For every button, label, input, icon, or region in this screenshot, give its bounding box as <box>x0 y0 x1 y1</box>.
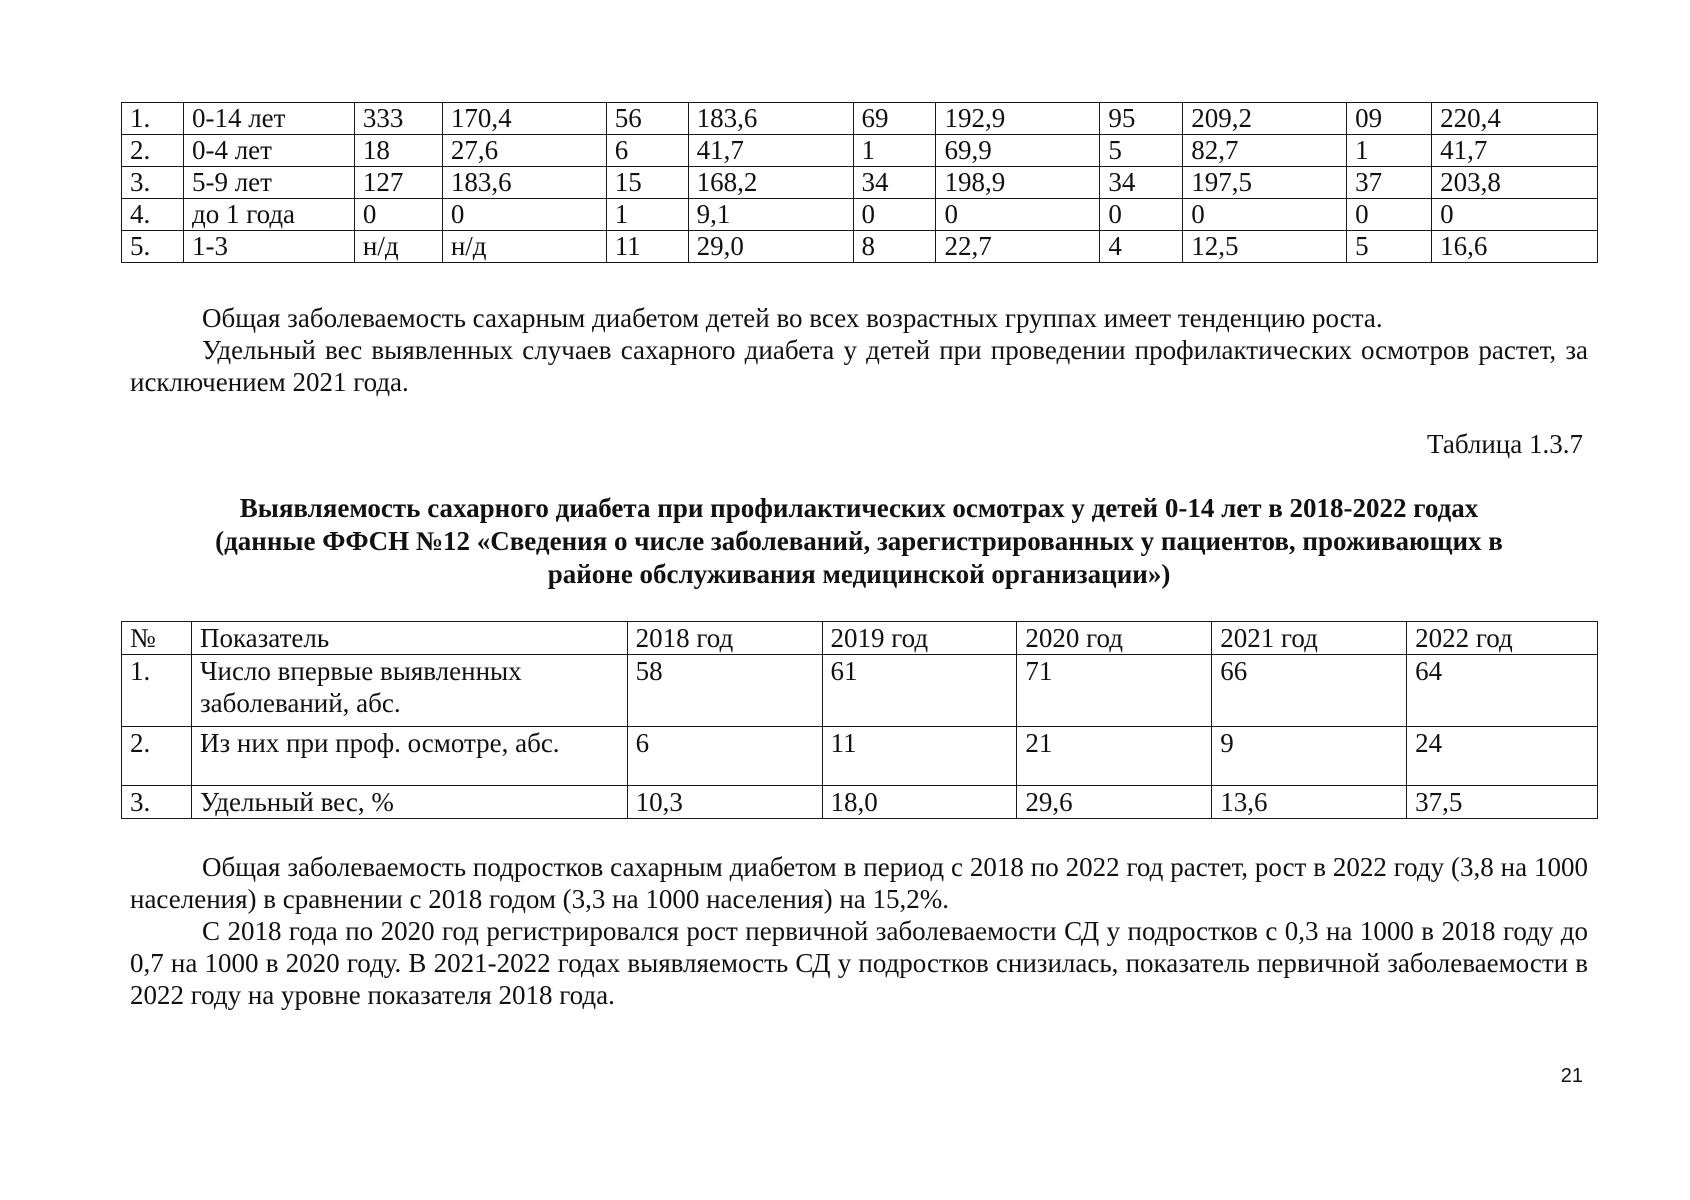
table-cell: 71 <box>1017 655 1212 727</box>
table-cell: 82,7 <box>1183 135 1347 167</box>
table-cell: 1 <box>853 135 936 167</box>
table-cell: 15 <box>606 167 688 199</box>
table-row <box>122 135 1598 167</box>
column-header: 2020 год <box>1017 622 1212 655</box>
heading-line: Выявляемость сахарного диабета при профилактических осмотрах у детей 0-14 лет в 2018-2022 годах <box>239 493 1479 523</box>
table-cell: 0 <box>936 199 1100 231</box>
table-cell: 2. <box>122 135 184 167</box>
table-cell: 5 <box>1100 135 1183 167</box>
table-cell: 0-14 лет <box>183 103 354 135</box>
table-cell: 18 <box>354 135 442 167</box>
table-cell: Из них при проф. осмотре, абс. <box>191 727 627 786</box>
table-row <box>122 231 1598 263</box>
table-row <box>122 103 1598 135</box>
paragraph-text: С 2018 года по 2020 год регистрировался рост первичной заболеваемости СД у подростков с 0,3 на 1000 в 2018 году до 0,7 на 1000 в 2020 году. В 2021-2022 годах выявляемость СД у подростков снизилась, показатель первичной заболеваемости в 2022 году на уровне показателя 2018 года. <box>130 916 1588 1010</box>
table-cell: 18,0 <box>822 786 1017 819</box>
table-cell: 198,9 <box>936 167 1100 199</box>
age-group-table <box>121 102 1598 263</box>
table-cell: 183,6 <box>442 167 606 199</box>
table-cell: 69,9 <box>936 135 1100 167</box>
table-cell: 1 <box>606 199 688 231</box>
heading-line: районе обслуживания медицинской организации») <box>547 559 1171 589</box>
table-cell: 21 <box>1017 727 1212 786</box>
detection-table-body <box>122 655 1598 819</box>
table-cell: 3. <box>122 786 192 819</box>
table-cell: 24 <box>1407 727 1598 786</box>
table-cell: 209,2 <box>1183 103 1347 135</box>
paragraph-total-incidence <box>130 302 1588 334</box>
table-cell: 4 <box>1100 231 1183 263</box>
table-cell: 22,7 <box>936 231 1100 263</box>
table-row <box>122 167 1598 199</box>
paragraph-text: Общая заболеваемость подростков сахарным диабетом в период с 2018 по 2022 год растет, рост в 2022 году (3,8 на 1000 населения) в сравнении с 2018 годом (3,3 на 1000 населения) на 15,2%. <box>130 852 1588 914</box>
table-row <box>122 199 1598 231</box>
table-caption: Таблица 1.3.7 <box>1427 429 1583 459</box>
table-cell: до 1 года <box>183 199 354 231</box>
table-cell: 41,7 <box>688 135 853 167</box>
table-cell: 09 <box>1347 103 1432 135</box>
table-cell: 11 <box>822 727 1017 786</box>
table-cell: 170,4 <box>442 103 606 135</box>
table-cell: 34 <box>1100 167 1183 199</box>
table-cell: 0 <box>354 199 442 231</box>
table-cell: 16,6 <box>1432 231 1598 263</box>
table-cell: 3. <box>122 167 184 199</box>
paragraph-share-detected <box>130 334 1588 398</box>
table-row <box>122 655 1598 727</box>
table-cell: 1-3 <box>183 231 354 263</box>
table-cell: 0 <box>1183 199 1347 231</box>
table-cell: 0 <box>1432 199 1598 231</box>
table-cell: 6 <box>606 135 688 167</box>
table-cell: 37,5 <box>1407 786 1598 819</box>
table-cell: 0-4 лет <box>183 135 354 167</box>
table-cell: 27,6 <box>442 135 606 167</box>
table-cell: н/д <box>354 231 442 263</box>
table-cell: Удельный вес, % <box>191 786 627 819</box>
table-cell: 66 <box>1212 655 1407 727</box>
table-cell: 0 <box>1347 199 1432 231</box>
column-header: 2018 год <box>627 622 822 655</box>
table-heading <box>130 492 1588 591</box>
table-cell: 12,5 <box>1183 231 1347 263</box>
table-cell: 5-9 лет <box>183 167 354 199</box>
heading-line: (данные ФФСН №12 «Сведения о числе заболеваний, зарегистрированных у пациентов, проживающих в <box>215 526 1503 556</box>
table-cell: 0 <box>1100 199 1183 231</box>
table-cell: 127 <box>354 167 442 199</box>
table-cell: 69 <box>853 103 936 135</box>
table-cell: 37 <box>1347 167 1432 199</box>
table-cell: 95 <box>1100 103 1183 135</box>
table-cell: 4. <box>122 199 184 231</box>
paragraph-text: Общая заболеваемость сахарным диабетом детей во всех возрастных группах имеет тенденцию роста. <box>202 303 1383 333</box>
table-cell: 168,2 <box>688 167 853 199</box>
table-cell: 333 <box>354 103 442 135</box>
age-group-table-body <box>122 103 1598 263</box>
table-cell: н/д <box>442 231 606 263</box>
table-cell: 203,8 <box>1432 167 1598 199</box>
page-number: 21 <box>1560 1065 1583 1087</box>
table-cell: 5 <box>1347 231 1432 263</box>
table-cell: 64 <box>1407 655 1598 727</box>
table-cell: 10,3 <box>627 786 822 819</box>
table-cell: 56 <box>606 103 688 135</box>
table-cell: 2. <box>122 727 192 786</box>
table-cell: 61 <box>822 655 1017 727</box>
table-cell: 41,7 <box>1432 135 1598 167</box>
column-header: № <box>122 622 192 655</box>
table-cell: 220,4 <box>1432 103 1598 135</box>
table-cell: 1 <box>1347 135 1432 167</box>
table-cell: 11 <box>606 231 688 263</box>
table-cell: 5. <box>122 231 184 263</box>
table-cell: 0 <box>442 199 606 231</box>
table-cell: Число впервые выявленных заболеваний, абс. <box>191 655 627 727</box>
column-header: 2019 год <box>822 622 1017 655</box>
table-row <box>122 727 1598 786</box>
table-cell: 183,6 <box>688 103 853 135</box>
table-cell: 29,6 <box>1017 786 1212 819</box>
table-cell: 13,6 <box>1212 786 1407 819</box>
detection-table <box>121 621 1598 819</box>
table-row <box>122 786 1598 819</box>
column-header: 2022 год <box>1407 622 1598 655</box>
table-cell: 0 <box>853 199 936 231</box>
column-header: Показатель <box>191 622 627 655</box>
table-cell: 8 <box>853 231 936 263</box>
table-cell: 6 <box>627 727 822 786</box>
table-cell: 197,5 <box>1183 167 1347 199</box>
table-cell: 29,0 <box>688 231 853 263</box>
paragraph-text: Удельный вес выявленных случаев сахарного диабета у детей при проведении профилактических осмотров растет, за исключением 2021 года. <box>130 335 1588 397</box>
paragraph-teen-incidence <box>130 851 1588 915</box>
table-cell: 1. <box>122 103 184 135</box>
table-cell: 9 <box>1212 727 1407 786</box>
table-cell: 34 <box>853 167 936 199</box>
paragraph-teen-primary <box>130 915 1588 1011</box>
column-header: 2021 год <box>1212 622 1407 655</box>
detection-table-header-row <box>122 622 1598 655</box>
table-cell: 58 <box>627 655 822 727</box>
table-cell: 1. <box>122 655 192 727</box>
table-cell: 9,1 <box>688 199 853 231</box>
table-cell: 192,9 <box>936 103 1100 135</box>
